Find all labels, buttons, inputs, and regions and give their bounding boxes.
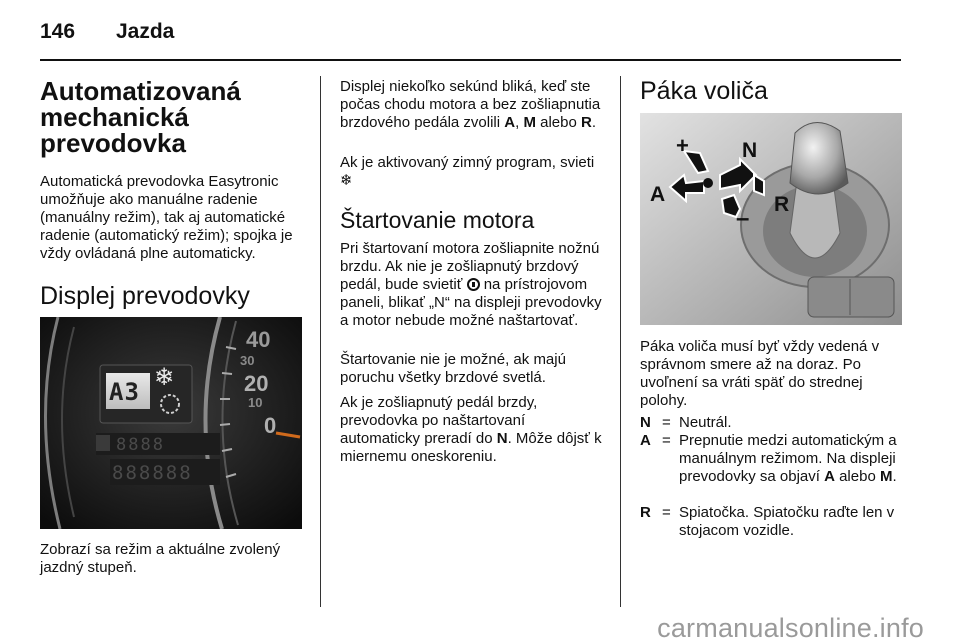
winter-program-paragraph: Ak je aktivovaný zimný program, svieti ❄	[340, 154, 595, 189]
gate-label-a: A	[650, 183, 666, 206]
selector-lever-heading: Páka voliča	[640, 77, 768, 105]
key-a: A	[504, 114, 516, 131]
definition-text: Neutrál.	[679, 414, 732, 431]
header-rule	[40, 59, 901, 61]
gate-label-plus: +	[676, 133, 689, 158]
key-n: N	[496, 430, 508, 447]
chapter-title: Jazda	[116, 20, 175, 43]
odometer-segments-bottom: 888888	[112, 462, 193, 484]
brake-pedal-paragraph: Ak je zošliapnutý pedál brzdy, prevodovka po naštartovaní automaticky preradí do N. Môže dôjsť k miernemu oneskoreniu.	[340, 394, 602, 465]
section-title-line-3: prevodovka	[40, 128, 186, 158]
brake-lights-paragraph: Štartovanie nie je možné, ak majú poruchu všetky brzdové svetlá.	[340, 351, 566, 386]
speed-label-40: 40	[246, 327, 271, 352]
definition-key: N	[640, 414, 651, 431]
odometer-segments-top: 8888	[116, 435, 165, 455]
engine-start-paragraph: Pri štartovaní motora zošliapnite nožnú brzdu. Ak nie je zošliapnutý brzdový pedál, bude svietiť na prístrojovom paneli, blikať „N“ na displeji prevodovky a motor nebude možné naštartovať.	[340, 240, 602, 329]
gate-label-minus: –	[736, 205, 750, 232]
key-r: R	[581, 114, 592, 131]
speed-label-30: 30	[240, 353, 255, 368]
speed-label-10: 10	[248, 395, 263, 410]
definition-eq: =	[662, 504, 671, 521]
column-divider-2	[620, 76, 621, 607]
speed-label-0: 0	[264, 413, 277, 438]
brake-warning-icon	[467, 278, 480, 291]
column-divider-1	[320, 76, 321, 607]
blink-paragraph: Displej niekoľko sekúnd bliká, keď ste počas chodu motora a bez zošliapnutia brzdového pedála zvolili A, M alebo R.	[340, 78, 601, 131]
definition-key: A	[640, 432, 651, 449]
definition-row	[640, 414, 905, 432]
definition-row	[640, 432, 905, 504]
snowflake-icon: ❄	[154, 364, 175, 391]
display-heading: Displej prevodovky	[40, 282, 250, 310]
key-m: M	[523, 114, 536, 131]
snowflake-icon: ❄	[340, 172, 353, 189]
section-title-line-2: mechanická	[40, 102, 189, 132]
selector-caption: Páka voliča musí byť vždy vedená v správnom smere až na doraz. Po uvoľnení sa vráti späť do strednej polohy.	[640, 338, 880, 409]
definition-eq: =	[662, 414, 671, 431]
display-caption: Zobrazí sa režim a aktuálne zvolený jazdný stupeň.	[40, 541, 281, 576]
transmission-display-photo	[40, 317, 302, 529]
gate-label-n: N	[742, 139, 758, 162]
definition-text: Spiatočka. Spiatočku raďte len v stojacom vozidle.	[679, 504, 895, 539]
engine-start-heading: Štartovanie motora	[340, 207, 535, 233]
gear-readout: A3	[109, 378, 140, 406]
speed-label-20: 20	[244, 371, 269, 396]
selector-lever-photo	[640, 113, 902, 325]
definition-eq: =	[662, 432, 671, 449]
section-title	[40, 78, 302, 156]
watermark: carmanualsonline.info	[657, 613, 924, 643]
intro-paragraph: Automatická prevodovka Easytronic umožňuje ako manuálne radenie (manuálny režim), tak aj automatické radenie (automatický režim); spojka je vždy ovládaná plne automaticky.	[40, 173, 293, 262]
section-title-line-1: Automatizovaná	[40, 76, 241, 106]
gate-label-r: R	[774, 193, 790, 216]
page-number: 146	[40, 20, 76, 43]
definition-text: Prepnutie medzi automatickým a manuálnym režimom. Na displeji prevodovky sa objaví A alebo M.	[679, 432, 897, 485]
definition-key: R	[640, 504, 651, 521]
definition-row	[640, 504, 905, 540]
